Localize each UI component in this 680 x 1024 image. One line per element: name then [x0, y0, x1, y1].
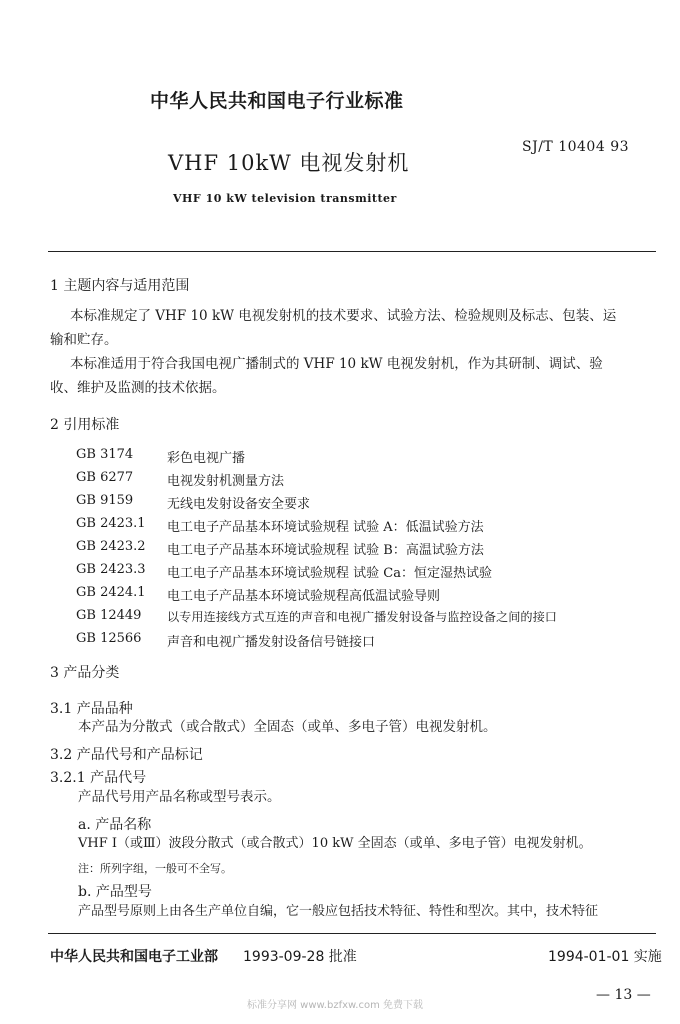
reference-code: GB 12449 — [76, 608, 142, 623]
section-1-paragraph-1-line-2: 输和贮存。 — [50, 332, 118, 348]
section-3-1-heading: 3.1 产品品种 — [50, 701, 133, 717]
section-3-2-1-heading: 3.2.1 产品代号 — [50, 770, 147, 786]
reference-name: 电工电子产品基本环境试验规程高低温试验导则 — [167, 589, 441, 604]
reference-code: GB 2423.3 — [76, 562, 146, 577]
reference-code: GB 6277 — [76, 470, 134, 485]
section-3-heading: 3 产品分类 — [50, 665, 120, 681]
item-b-text: 产品型号原则上由各生产单位自编，它一般应包括技术特征、特性和型次。其中，技术特征 — [78, 904, 599, 919]
reference-name: 电视发射机测量方法 — [167, 474, 285, 489]
item-a-note: 注：所列字组，一般可不全写。 — [78, 862, 232, 875]
document-title-english: VHF 10 kW television transmitter — [173, 192, 397, 205]
section-3-2-1-text: 产品代号用产品名称或型号表示。 — [78, 789, 281, 805]
footer-divider — [48, 933, 656, 934]
reference-code: GB 2423.2 — [76, 539, 146, 554]
reference-code: GB 3174 — [76, 447, 134, 462]
section-2-heading: 2 引用标准 — [50, 417, 120, 433]
footer-implementation-date: 1994-01-01 实施 — [548, 949, 662, 965]
section-1-paragraph-2-line-2: 收、维护及监测的技术依据。 — [50, 380, 226, 396]
page-number: — 13 — — [596, 987, 651, 1003]
document-org-title: 中华人民共和国电子行业标准 — [150, 90, 404, 112]
site-watermark: 标准分享网 www.bzfxw.com 免费下载 — [247, 1000, 423, 1011]
footer-approval-date: 1993-09-28 批准 — [243, 949, 357, 965]
reference-code: GB 12566 — [76, 631, 142, 646]
item-a-text: VHF Ⅰ（或Ⅲ）波段分散式（或合散式）10 kW 全固态（或单、多电子管）电视发射机。 — [78, 836, 592, 851]
section-1-heading: 1 主题内容与适用范围 — [50, 278, 190, 294]
reference-code: GB 2423.1 — [76, 516, 146, 531]
section-3-2-heading: 3.2 产品代号和产品标记 — [50, 747, 203, 763]
section-1-paragraph-1-line-1: 本标准规定了 VHF 10 kW 电视发射机的技术要求、试验方法、检验规则及标志、包装、运 — [70, 308, 617, 324]
section-1-paragraph-2-line-1: 本标准适用于符合我国电视广播制式的 VHF 10 kW 电视发射机，作为其研制、调试、验 — [70, 356, 603, 372]
footer-ministry: 中华人民共和国电子工业部 — [50, 949, 218, 965]
reference-code: GB 2424.1 — [76, 585, 146, 600]
standard-code: SJ/T 10404 93 — [522, 139, 630, 155]
reference-name: 电工电子产品基本环境试验规程 试验 Ca：恒定湿热试验 — [167, 566, 492, 581]
reference-name: 彩色电视广播 — [167, 451, 246, 466]
section-3-1-text: 本产品为分散式（或合散式）全固态（或单、多电子管）电视发射机。 — [78, 719, 497, 735]
item-b-heading: b. 产品型号 — [78, 884, 152, 900]
header-divider — [48, 251, 656, 252]
reference-name: 电工电子产品基本环境试验规程 试验 B：高温试验方法 — [167, 543, 484, 558]
item-a-heading: a. 产品名称 — [78, 817, 152, 833]
reference-name: 无线电发射设备安全要求 — [167, 497, 311, 512]
reference-name: 以专用连接线方式互连的声音和电视广播发射设备与监控设备之间的接口 — [167, 610, 557, 624]
document-title-chinese: VHF 10kW 电视发射机 — [168, 151, 410, 175]
reference-name: 声音和电视广播发射设备信号链接口 — [167, 635, 376, 650]
reference-code: GB 9159 — [76, 493, 134, 508]
reference-name: 电工电子产品基本环境试验规程 试验 A：低温试验方法 — [167, 520, 484, 535]
